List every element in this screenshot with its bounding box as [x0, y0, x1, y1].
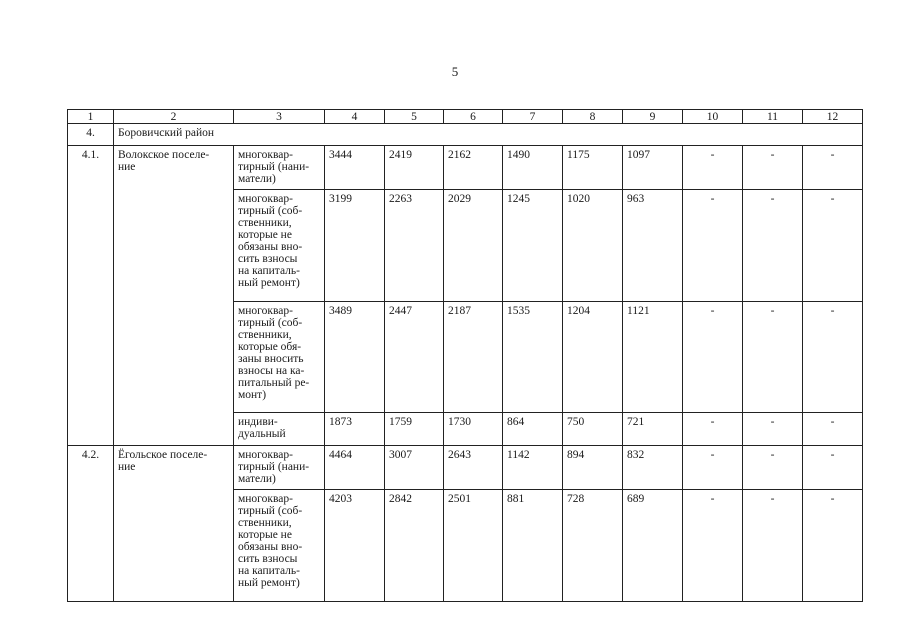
value-cell: 1730	[444, 413, 503, 446]
housing-type-line: ственники,	[238, 517, 292, 529]
housing-type-line: которые не	[238, 529, 292, 541]
housing-type	[234, 190, 325, 302]
housing-type-line: ный ремонт)	[238, 577, 300, 589]
value-cell: 2842	[385, 490, 444, 602]
housing-type-line: матели)	[238, 473, 276, 485]
column-number: 4	[325, 110, 385, 124]
empty-value-cell: -	[683, 190, 743, 302]
value-cell: 2447	[385, 302, 444, 413]
value-cell: 3199	[325, 190, 385, 302]
value-cell: 750	[563, 413, 623, 446]
region-number: 4.	[68, 124, 114, 146]
value-cell: 728	[563, 490, 623, 602]
value-cell: 1245	[503, 190, 563, 302]
housing-type	[234, 446, 325, 490]
housing-type-line: которые не	[238, 229, 292, 241]
column-number: 6	[444, 110, 503, 124]
housing-type-line: матели)	[238, 173, 276, 185]
housing-type-line: обязаны вно-	[238, 541, 303, 553]
value-cell: 4203	[325, 490, 385, 602]
tariff-table	[67, 109, 863, 602]
settlement-name	[114, 446, 234, 602]
value-cell: 689	[623, 490, 683, 602]
empty-value-cell: -	[683, 490, 743, 602]
page-number: 5	[451, 64, 459, 79]
housing-type-line: многоквар-	[238, 193, 293, 205]
empty-value-cell: -	[803, 190, 863, 302]
column-number: 12	[803, 110, 863, 124]
housing-type-line: питальный ре-	[238, 377, 310, 389]
value-cell: 2029	[444, 190, 503, 302]
region-name: Боровичский район	[114, 124, 863, 146]
value-cell: 2643	[444, 446, 503, 490]
settlement-name-line: Волокское поселе-	[118, 149, 210, 161]
value-cell: 1142	[503, 446, 563, 490]
empty-value-cell: -	[803, 413, 863, 446]
settlement-name	[114, 146, 234, 446]
column-number: 5	[385, 110, 444, 124]
value-cell: 1759	[385, 413, 444, 446]
housing-type-line: тирный (соб-	[238, 505, 303, 517]
column-number: 1	[68, 110, 114, 124]
housing-type-line: многоквар-	[238, 449, 293, 461]
housing-type	[234, 413, 325, 446]
empty-value-cell: -	[683, 446, 743, 490]
value-cell: 963	[623, 190, 683, 302]
settlement-name-line: ние	[118, 161, 136, 173]
empty-value-cell: -	[803, 446, 863, 490]
housing-type-line: сить взносы	[238, 553, 298, 565]
value-cell: 1204	[563, 302, 623, 413]
empty-value-cell: -	[683, 413, 743, 446]
column-number: 8	[563, 110, 623, 124]
value-cell: 2162	[444, 146, 503, 190]
value-cell: 2187	[444, 302, 503, 413]
settlement-name-line: ние	[118, 461, 136, 473]
housing-type-line: ственники,	[238, 329, 292, 341]
value-cell: 894	[563, 446, 623, 490]
value-cell: 721	[623, 413, 683, 446]
table-row	[68, 446, 863, 490]
empty-value-cell: -	[743, 302, 803, 413]
housing-type-line: монт)	[238, 389, 267, 401]
value-cell: 832	[623, 446, 683, 490]
housing-type-line: многоквар-	[238, 149, 293, 161]
table-body	[68, 110, 863, 602]
column-number: 3	[234, 110, 325, 124]
empty-value-cell: -	[803, 490, 863, 602]
settlement-number: 4.2.	[68, 446, 114, 602]
empty-value-cell: -	[743, 413, 803, 446]
value-cell: 2419	[385, 146, 444, 190]
column-number: 2	[114, 110, 234, 124]
empty-value-cell: -	[803, 302, 863, 413]
region-row	[68, 124, 863, 146]
housing-type-line: тирный (соб-	[238, 205, 303, 217]
column-number: 9	[623, 110, 683, 124]
value-cell: 1175	[563, 146, 623, 190]
empty-value-cell: -	[683, 302, 743, 413]
value-cell: 3489	[325, 302, 385, 413]
value-cell: 2263	[385, 190, 444, 302]
empty-value-cell: -	[743, 190, 803, 302]
table-row	[68, 146, 863, 190]
value-cell: 1873	[325, 413, 385, 446]
housing-type-line: индиви-	[238, 416, 278, 428]
empty-value-cell: -	[803, 146, 863, 190]
value-cell: 1121	[623, 302, 683, 413]
housing-type-line: обязаны вно-	[238, 241, 303, 253]
housing-type-line: многоквар-	[238, 305, 293, 317]
housing-type-line: дуальный	[238, 428, 286, 440]
column-number: 7	[503, 110, 563, 124]
housing-type-line: тирный (нани-	[238, 461, 310, 473]
value-cell: 1020	[563, 190, 623, 302]
housing-type-line: тирный (соб-	[238, 317, 303, 329]
housing-type	[234, 302, 325, 413]
value-cell: 3007	[385, 446, 444, 490]
housing-type-line: взносы на ка-	[238, 365, 305, 377]
housing-type-line: которые обя-	[238, 341, 302, 353]
housing-type-line: сить взносы	[238, 253, 298, 265]
housing-type-line: тирный (нани-	[238, 161, 310, 173]
column-number: 10	[683, 110, 743, 124]
housing-type	[234, 490, 325, 602]
housing-type-line: на капиталь-	[238, 265, 300, 277]
housing-type-line: ственники,	[238, 217, 292, 229]
value-cell: 1535	[503, 302, 563, 413]
value-cell: 4464	[325, 446, 385, 490]
value-cell: 2501	[444, 490, 503, 602]
column-number-row	[68, 110, 863, 124]
empty-value-cell: -	[683, 146, 743, 190]
housing-type-line: многоквар-	[238, 493, 293, 505]
settlement-number: 4.1.	[68, 146, 114, 446]
column-number: 11	[743, 110, 803, 124]
housing-type-line: на капиталь-	[238, 565, 300, 577]
settlement-name-line: Ёгольское поселе-	[118, 449, 208, 461]
value-cell: 3444	[325, 146, 385, 190]
housing-type-line: ный ремонт)	[238, 277, 300, 289]
housing-type	[234, 146, 325, 190]
value-cell: 864	[503, 413, 563, 446]
value-cell: 881	[503, 490, 563, 602]
housing-type-line: заны вносить	[238, 353, 304, 365]
empty-value-cell: -	[743, 146, 803, 190]
empty-value-cell: -	[743, 446, 803, 490]
value-cell: 1490	[503, 146, 563, 190]
value-cell: 1097	[623, 146, 683, 190]
empty-value-cell: -	[743, 490, 803, 602]
